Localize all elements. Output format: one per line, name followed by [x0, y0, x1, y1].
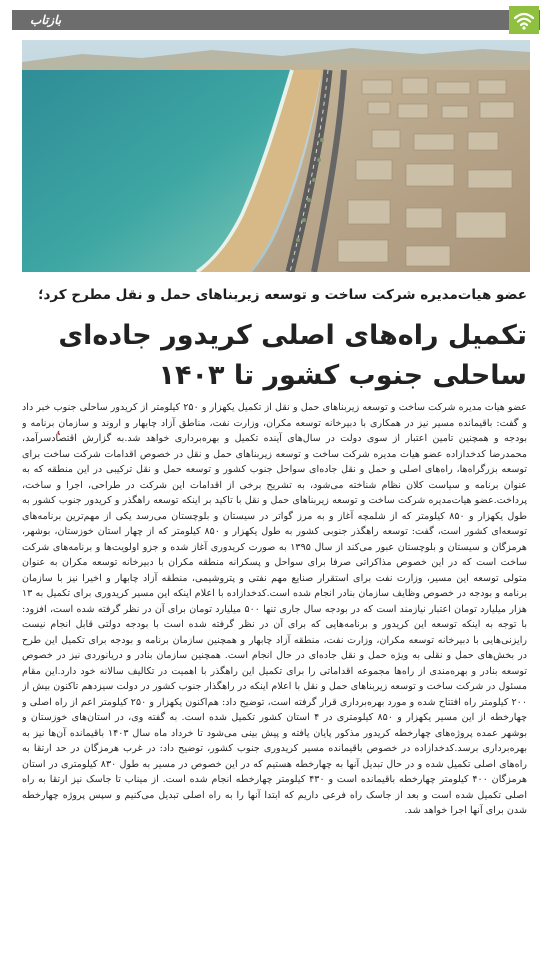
- wifi-icon: [509, 6, 539, 34]
- article-headline: تکمیل راه‌های اصلی کریدور جاده‌ای ساحلی جنوب کشور تا ۱۴۰۳: [58, 320, 527, 391]
- article-kicker: عضو هیات‌مدیره شرکت ساخت و توسعه زیربناهای حمل و نقل مطرح کرد؛: [38, 287, 527, 303]
- section-header: [0, 0, 549, 40]
- section-label: بازتاب: [30, 13, 62, 27]
- coastal-road-aerial-photo: [22, 40, 530, 272]
- section-header-bar: [12, 10, 540, 30]
- article-body: عضو هیات مدیره شرکت ساخت و توسعه زیربناهای حمل و نقل از تکمیل یکهزار و ۲۵۰ کیلومتر از کریدور ساحلی جنوب خبر داد و گفت: باقیمانده مسیر نیز در همکاری با دبیرخانه توسعه مکران، وزارت نفت، مناطق آزاد چابهار و اروند و سازمان برنامه و بودجه و همچنین تامین اعتبار از سوی دولت در سال‌های آینده تکمیل و بهره‌برداری خواهد شد.به گزارش اقتصادسرآمد، محمدرضا کدخدازاده عضو هیات مدیره شرکت ساخت و توسعه زیربناهای حمل و نقل در خصوص اقدامات شرکت ساخت برای توسعه بزرگراه‌ها، راه‌های اصلی و حمل و نقل جاده‌ای سواحل جنوب کشور و توسعه حمل و نقل ترکیبی در این منطقه که به عنوان برنامه و سیاست کلان نظام شناخته می‌شود، به تشریح برخی از اقدامات این شرکت در طراحی، اجرا و ساخت، پرداخت.عضو هیات‌مدیره شرکت ساخت و توسعه زیربناهای حمل و نقل با تاکید بر اینکه توسعه راهگذر و کریدور جنوب کشور به طول یکهزار و ۸۵۰ کیلومتر که از شلمچه آغاز و به مرز گواتر در سیستان و بلوچستان می‌رسد یکی از مهم‌ترین برنامه‌های توسعه‌ای کشور است، گفت: توسعه راهگذر جنوبی کشور به طول یکهزار و ۸۵۰ کیلومتر که از چهار استان خوزستان، بوشهر، هرمزگان و سیستان و بلوچستان عبور می‌کند از سال ۱۳۹۵ به صورت کریدوری آغاز شده و جزو اولویت‌ها و برنامه‌های شرکت ساخت است که در این خصوص مذاکراتی صرفا برای سواحل و پسکرانه منطقه مکران با دبیرخانه توسعه مکران به عنوان متولی توسعه این مسیر، وزارت نفت برای استقرار صنایع مهم نفتی و پتروشیمی، منطقه آزاد چابهار و اخیرا نیز با سازمان برنامه و بودجه در خصوص وظایف سازمان بنادر انجام شده است.کدخدازاده با اعلام اینکه این مسیر کریدوری برای تکمیل به ۱۳ هزار میلیارد تومان اعتبار نیازمند است که در بودجه سال جاری تنها ۵۰۰ میلیارد تومان برای آن در نظر گرفته شده است، افزود: با توجه به اینکه توسعه این کریدور و برنامه‌هایی که برای آن در نظر گرفته شده است با بودجه دولتی قابل انجام نیست رایزنی‌هایی با دبیرخانه توسعه مکران، وزارت نفت، منطقه آزاد چابهار و همچنین سازمان برنامه و بودجه برای تکمیل این طرح در بخش‌های حمل و نقلی به ویژه حمل و نقل جاده‌ای در حال انجام است. همچنین سازمان بنادر و دریانوردی نیز در خصوص توسعه بنادر و بهره‌مندی از راه‌ها مجموعه اقداماتی را برای تکمیل این راهگذر با اهمیت در تکالیف سالانه خود دارد.این مقام مسئول در شرکت ساخت و توسعه زیربناهای حمل و نقل با اعلام اینکه در راهگذار جنوب کشور در دولت سیزدهم تاکنون بیش از ۲۰۰ کیلومتر راه افتتاح شده و مورد بهره‌برداری قرار گرفته است، توضیح داد: هم‌اکنون یکهزار و ۲۵۰ کیلومتر اعم از راه اصلی و چهارخطه از این مسیر یکهزار و ۸۵۰ کیلومتری در ۴ استان کشور تکمیل شده است. به گفته وی، در استان‌های خوزستان و بوشهر عمده پروژه‌های چهارخطه کریدور مذکور پایان یافته و پیش بینی می‌شود تا خرداد ماه سال ۱۴۰۳ باقیمانده آن‌ها نیز به بهره‌برداری برسد.کدخدازاده در خصوص باقیمانده مسیر کریدوری جنوب کشور، توضیح داد: در غرب هرمزگان در حد ارتقا به راه‌های اصلی تکمیل شده و در حال تبدیل آنها به چهارخطه هستیم که در این خصوص در مسیر به طول ۸۳۰ کیلومتری در استان هرمزگان ۴۰۰ کیلومتر چهارخطه باقیمانده است و ۴۳۰ کیلومتر چهارخطه انجام شده است. از میناب تا جاسک نیز ارتقا به راه اصلی تکمیل شده است و بعد از جاسک راه فرعی داریم که ابتدا آنها را به راه اصلی تبدیل می‌کنیم و سپس پروژه چهارخطه شدن برای آنها اجرا خواهد شد.: [22, 402, 527, 816]
